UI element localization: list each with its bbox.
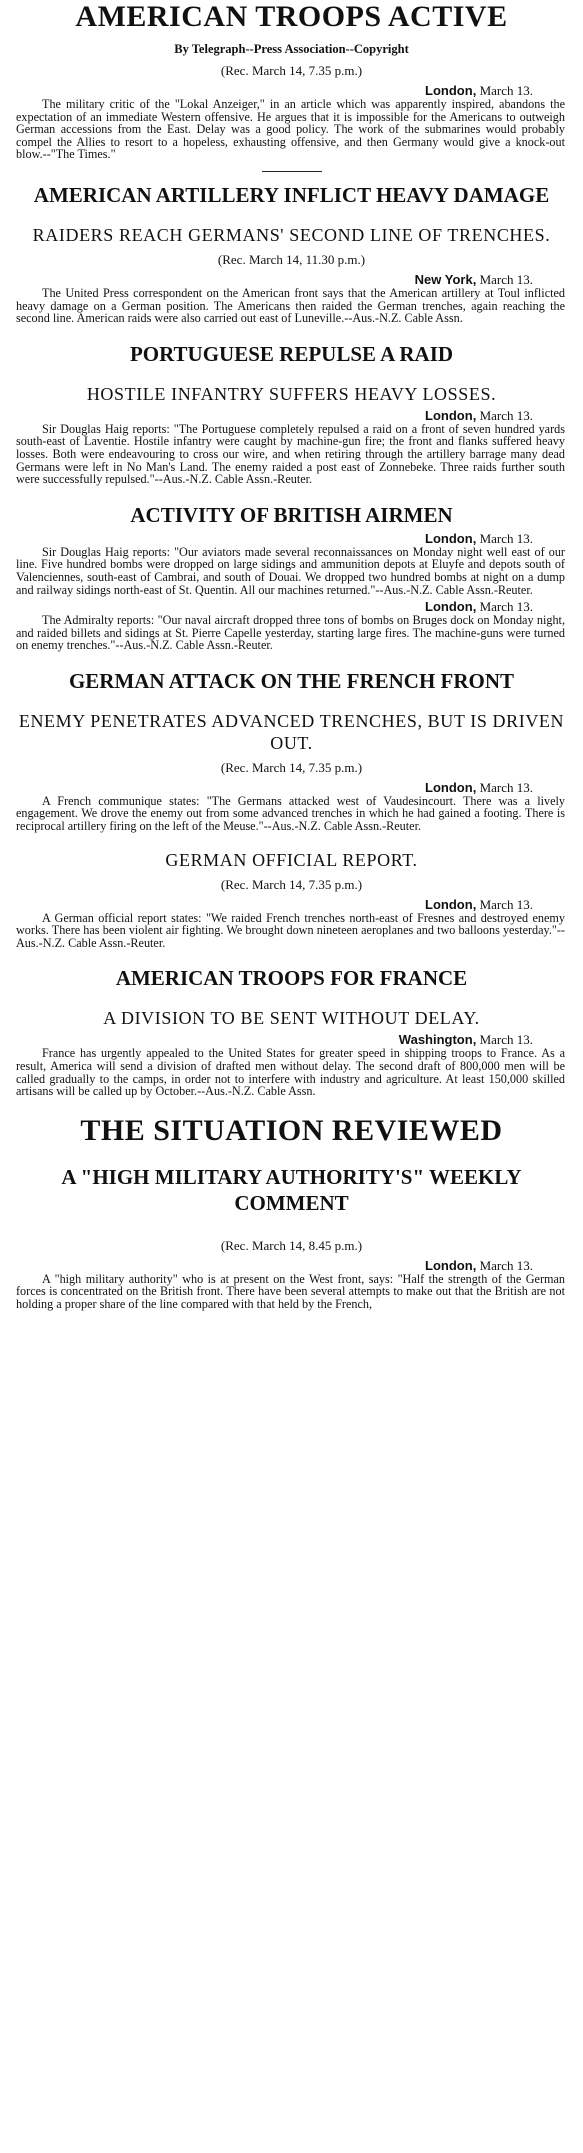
article-body: The Admiralty reports: "Our naval aircraft dropped three tons of bombs on Bruges dock on Monday night, and raided billets and sidings at St. Pierre Capelle yesterday, starting large fires. The machine-guns were turned on enemy trenches."--Aus.-N.Z. Cable Assn.-Reuter. [16, 613, 565, 653]
subheadline: ENEMY PENETRATES ADVANCED TRENCHES, BUT IS DRIVEN OUT. [18, 710, 565, 753]
dateline-place: Washington, [398, 1032, 477, 1048]
dateline [10, 1258, 533, 1273]
subheadline: GERMAN OFFICIAL REPORT. [165, 849, 418, 870]
article-body: The United Press correspondent on the American front says that the American artillery at Toul inflicted heavy damage on a German position. The Americans then raided the German trenches, again reaching the second line. American raids were also carried out east of Luneville.--Aus.-N.Z. Cable Assn. [16, 285, 565, 326]
headline: PORTUGUESE REPULSE A RAID [129, 341, 454, 366]
article-body: The military critic of the "Lokal Anzeiger," in an article which was apparently inspired, abandons the expectation of an immediate Western offensive. He argues that it is impossible for the Americans to outweigh German accessions from the East. Delay was a good policy. The work of the submarines would probably compel the Allies to resort to a hopeless, exhausting offensive, and then Germany would give a knock-out blow.--"The Times." [16, 97, 565, 162]
dateline [10, 1032, 533, 1047]
dateline-date: March 13. [479, 1257, 533, 1273]
headline: AMERICAN ARTILLERY INFLICT HEAVY DAMAGE [33, 182, 550, 207]
dateline-place: London, [425, 530, 477, 546]
subheadline: HOSTILE INFANTRY SUFFERS HEAVY LOSSES. [86, 383, 497, 404]
article-situation-reviewed [10, 1114, 573, 1311]
article-german-attack-french-front [10, 668, 573, 833]
subheadline: RAIDERS REACH GERMANS' SECOND LINE OF TRENCHES. [32, 224, 551, 245]
dateline-date: March 13. [479, 599, 533, 615]
subheadline: A "HIGH MILITARY AUTHORITY'S" WEEKLY COMMENT [61, 1164, 522, 1215]
divider [262, 171, 322, 172]
dateline-date: March 13. [479, 271, 533, 287]
dateline [10, 272, 533, 287]
article-body: Sir Douglas Haig reports: "Our aviators made several reconnaissances on Monday night well east of our line. Five hundred bombs were dropped on large sidings and ammunition depots at Eluyfe and depots south of Valenciennes, south-east of Cambrai, and south of Douai. We dropped two hundred bombs at night on a dump and railway sidings north-east of St. Quentin. All our machines returned."--Aus.-N.Z. Cable Assn.-Reuter. [16, 544, 565, 597]
received-time: (Rec. March 14, 7.35 p.m.) [220, 759, 363, 775]
dateline [10, 897, 533, 912]
dateline-date: March 13. [479, 1032, 533, 1048]
received-time: (Rec. March 14, 7.35 p.m.) [220, 63, 363, 78]
dateline-place: London, [425, 83, 477, 98]
dateline-date: March 13. [479, 83, 533, 98]
article-body: A German official report states: "We raided French trenches north-east of Fresnes and destroyed enemy works. There has been violent air fighting. We brought down nineteen aeroplanes and two balloons yesterday."--Aus.-N.Z. Cable Assn.-Reuter. [16, 910, 565, 950]
dateline-date: March 13. [479, 407, 533, 423]
headline: ACTIVITY OF BRITISH AIRMEN [130, 502, 453, 527]
received-time: (Rec. March 14, 7.35 p.m.) [220, 876, 363, 892]
article-body: Sir Douglas Haig reports: "The Portuguese completely repulsed a raid on a front of seven hundred yards south-east of Laventie. Hostile infantry were caught by machine-gun fire; the front and flanks suffered heavy losses. Both were endeavouring to cross our wire, and when retiring through the artillery barrage many dead Germans were left in No Man's Land. The enemy raided a post east of Zonnebeke. Three raids further south were successfully repulsed."--Aus.-N.Z. Cable Assn.-Reuter. [16, 421, 565, 487]
dateline-date: March 13. [479, 896, 533, 912]
dateline [10, 408, 533, 423]
headline: AMERICAN TROOPS ACTIVE [75, 0, 508, 33]
article-body: A "high military authority" who is at present on the West front, says: "Half the strength of the German forces is concentrated on the British front. There have been several attempts to make out that the British are not holding a proper share of the line compared with that held by the French, [16, 1271, 565, 1311]
press-credit: By Telegraph--Press Association--Copyright [174, 42, 409, 56]
received-time: (Rec. March 14, 11.30 p.m.) [217, 251, 366, 267]
dateline [10, 83, 533, 98]
article-german-official-report [10, 849, 573, 950]
dateline-place: London, [425, 1257, 477, 1273]
dateline-place: London, [425, 896, 477, 912]
article-portuguese-repulse [10, 341, 573, 486]
headline: GERMAN ATTACK ON THE FRENCH FRONT [68, 668, 515, 693]
article-body: France has urgently appealed to the United States for greater speed in shipping troops to France. As a result, America will send a division of drafted men without delay. The second draft of 800,000 men will be called gradually to the camps, in order not to interfere with industry and agriculture. At least 150,000 skilled artisans will be called up by October.--Aus.-N.Z. Cable Assn. [16, 1046, 565, 1099]
dateline-date: March 13. [479, 779, 533, 795]
subheadline: A DIVISION TO BE SENT WITHOUT DELAY. [103, 1008, 480, 1029]
dateline-date: March 13. [479, 530, 533, 546]
article-body: A French communique states: "The Germans attacked west of Vaudesincourt. There was a lively engagement. We drove the enemy out from some advanced trenches in which he had gained a footing. There is reciprocal artillery firing on the left of the Meuse."--Aus.-N.Z. Cable Assn.-Reuter. [16, 793, 565, 834]
headline: THE SITUATION REVIEWED [80, 1113, 503, 1147]
headline: AMERICAN TROOPS FOR FRANCE [115, 966, 468, 991]
article-british-airmen [10, 502, 573, 652]
dateline-place: London, [425, 407, 477, 423]
dateline [10, 780, 533, 795]
article-american-troops-for-france [10, 965, 573, 1097]
received-time: (Rec. March 14, 8.45 p.m.) [220, 1237, 363, 1253]
dateline-place: New York, [414, 271, 477, 287]
article-american-artillery [10, 182, 573, 325]
dateline [10, 531, 533, 546]
article-american-troops-active [10, 0, 573, 161]
dateline-place: London, [425, 599, 477, 615]
dateline [10, 599, 533, 614]
dateline-place: London, [425, 779, 477, 795]
